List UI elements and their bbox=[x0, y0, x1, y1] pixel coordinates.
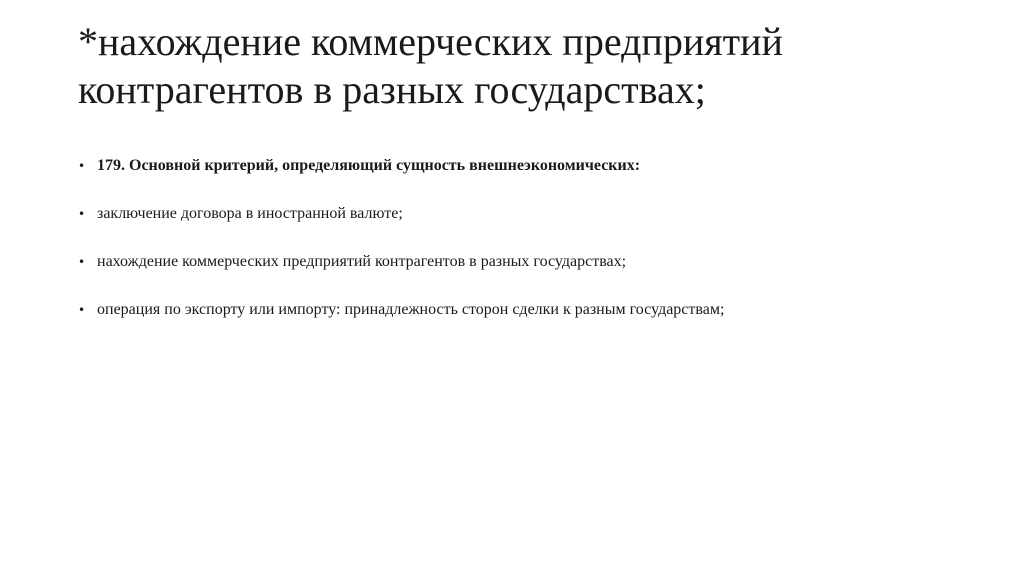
answer-option-text: операция по экспорту или импорту: принадлежность сторон сделки к разным государствам; bbox=[97, 301, 725, 318]
bullet-icon: • bbox=[78, 159, 86, 173]
answer-option-text: нахождение коммерческих предприятий контрагентов в разных государствах; bbox=[97, 253, 627, 270]
bullet-list bbox=[78, 156, 978, 348]
question-text: 179. Основной критерий, определяющий сущность внешнеэкономических: bbox=[97, 157, 641, 174]
bullet-icon: • bbox=[78, 207, 86, 221]
list-item bbox=[78, 300, 978, 320]
list-item bbox=[78, 156, 978, 176]
list-item bbox=[78, 252, 978, 272]
slide-title: *нахождение коммерческих предприятий контрагентов в разных государствах; bbox=[78, 19, 783, 112]
bullet-icon: • bbox=[78, 303, 86, 317]
bullet-icon: • bbox=[78, 255, 86, 269]
list-item bbox=[78, 204, 978, 224]
answer-option-text: заключение договора в иностранной валюте; bbox=[97, 205, 403, 222]
